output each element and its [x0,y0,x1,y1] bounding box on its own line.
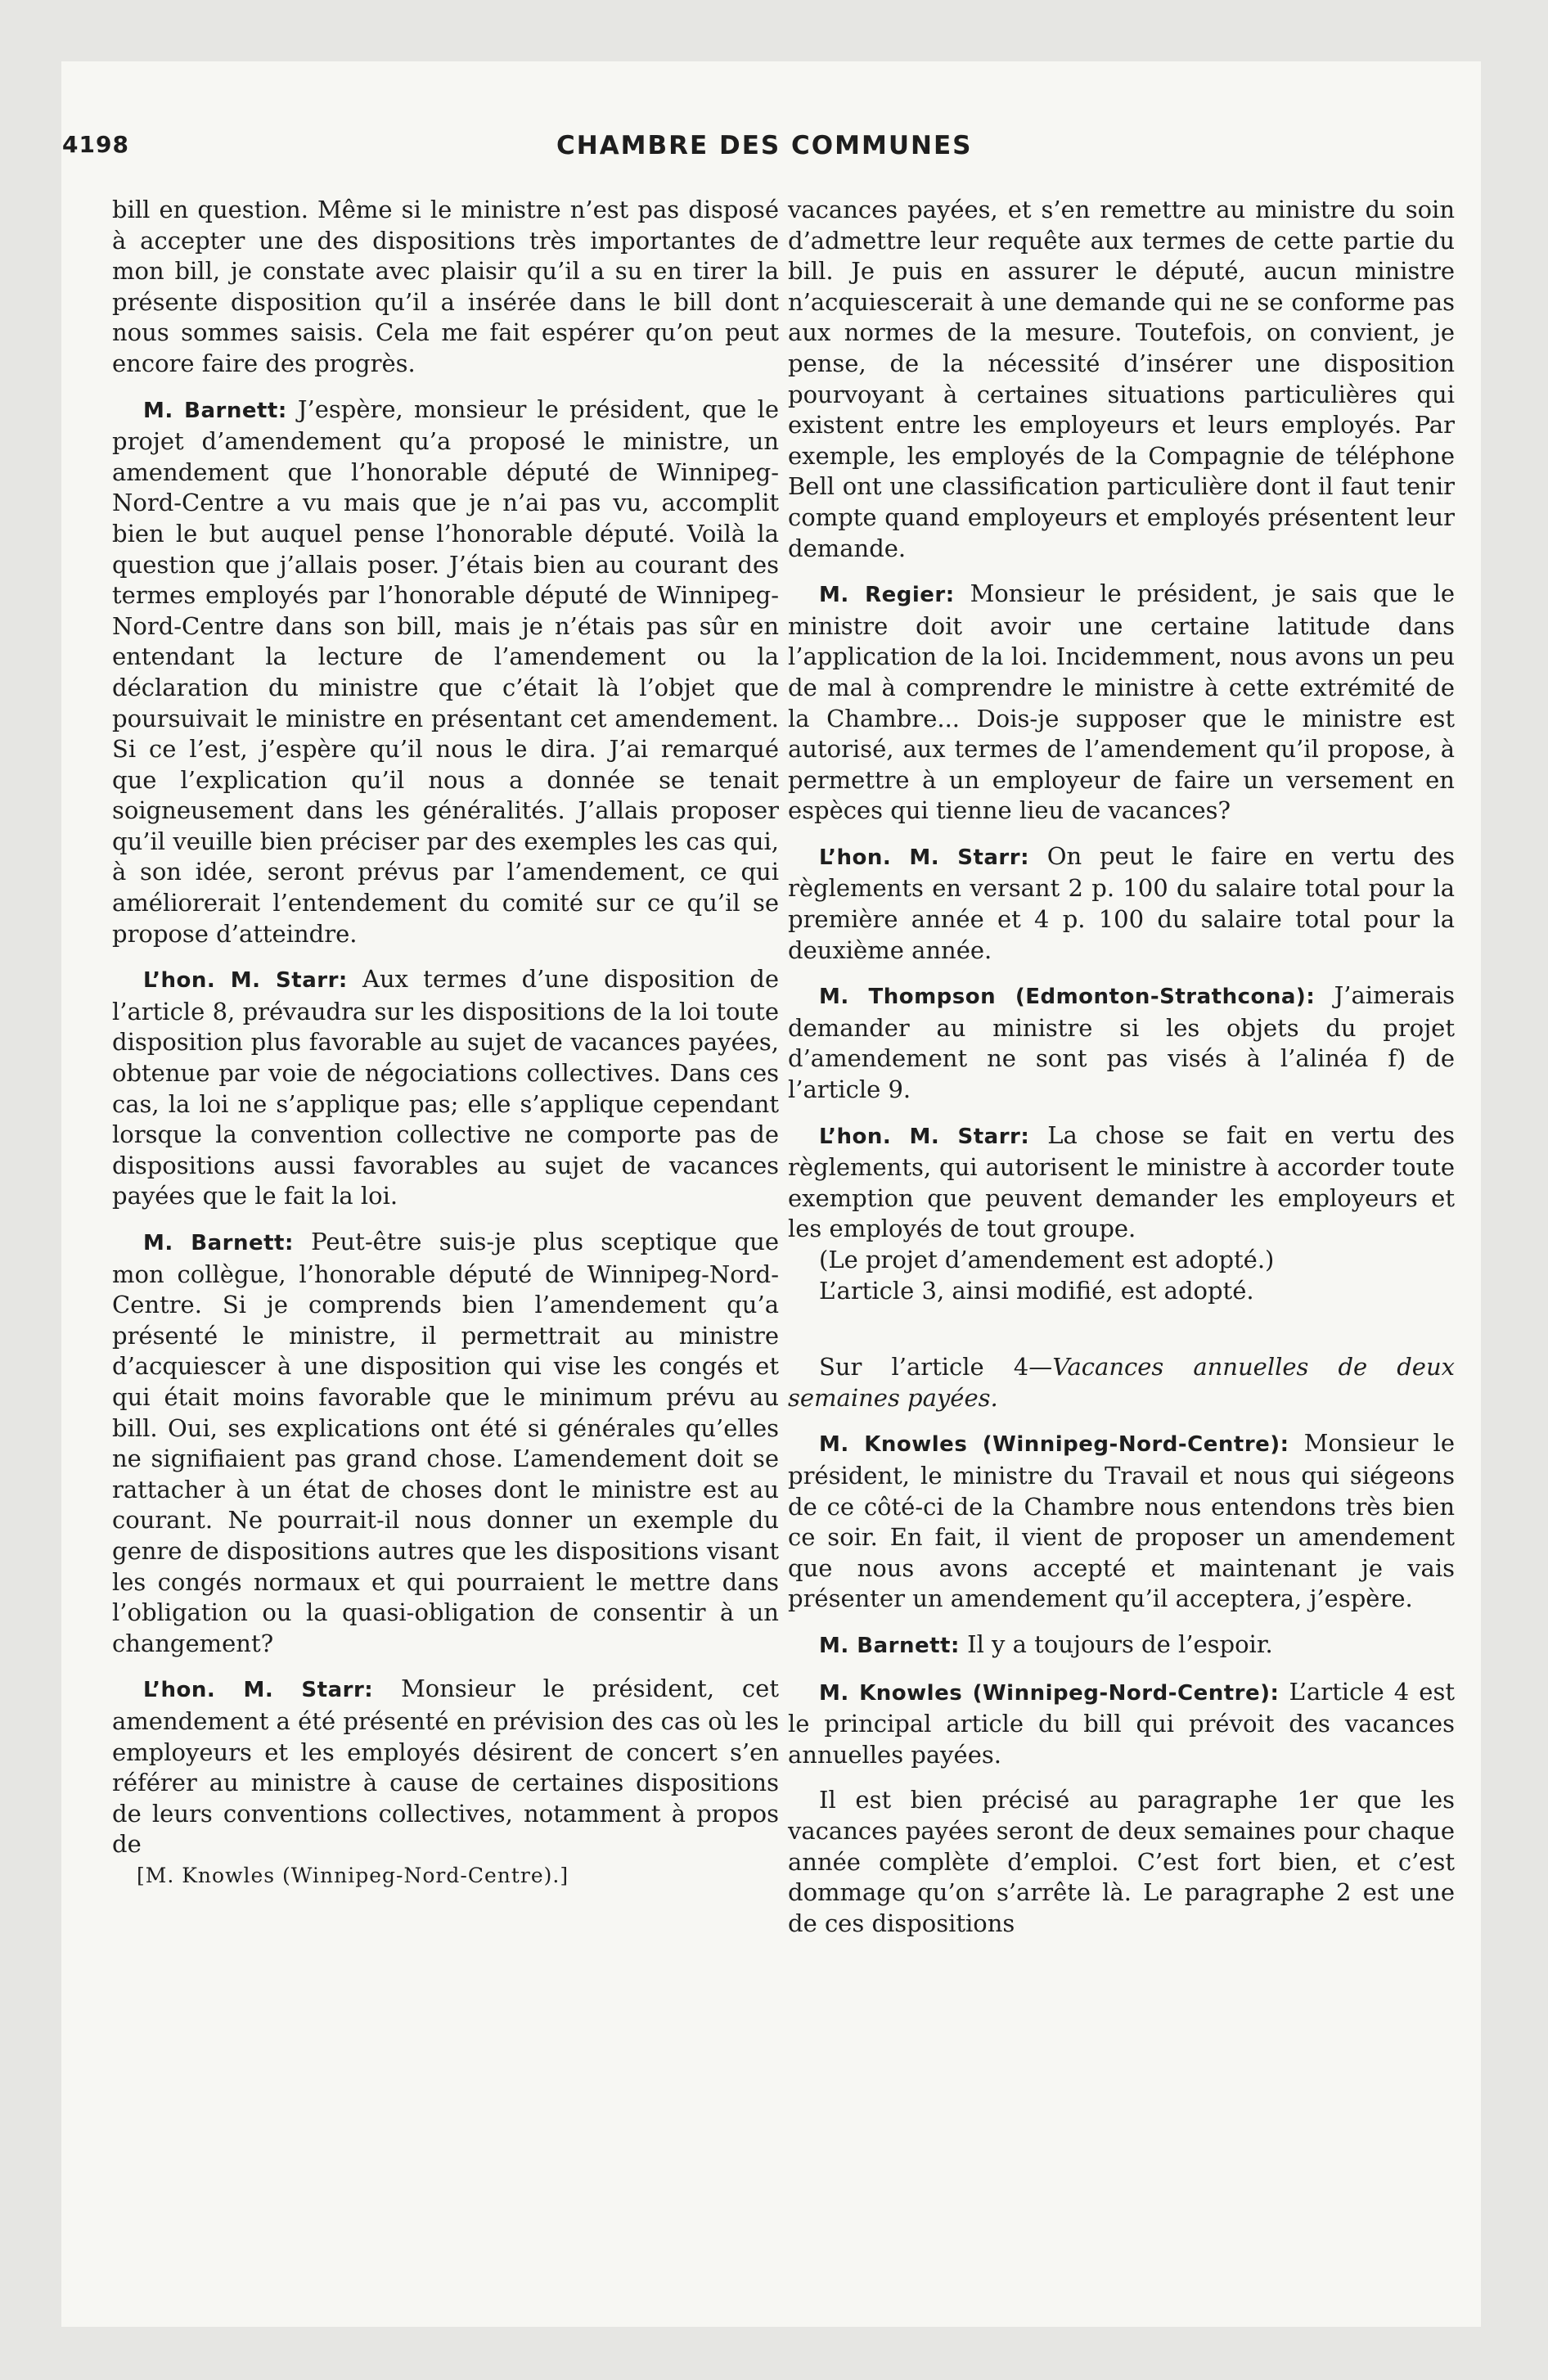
right-paragraph-5 [788,1120,1455,1245]
left-paragraph-4 [112,1227,779,1659]
speech-text: Aux termes d’une disposition de l’article 8, prévaudra sur les dispositions de la loi toute disposition plus favorable au sujet de vacances payées, obtenue par voie de négociations collectives. Dans ces cas, la loi ne s’applique pas; elle s’applique cependant lorsque la convention collective ne comporte pas de dispositions aussi favorables au sujet de vacances payées que le fait la loi. [112,965,779,1210]
speech-text: Peut-être suis-je plus sceptique que mon collègue, l’honorable député de Winnipeg-Nord-Centre. Si je comprends bien l’amendement qu’a présenté le ministre, il permettrait au ministre d’acquiescer à une disposition qui vise les congés et qui était moins favorable que le minimum prévu au bill. Oui, ses explications ont été si générales qu’elles ne signifiaient pas grand chose. L’amendement doit se rattacher à un état de choses dont le ministre est au courant. Ne pourrait-il nous donner un exemple du genre de dispositions autres que les dispositions visant les congés normaux et qui pourraient le mettre dans l’obligation ou la quasi-obligation de consentir à un changement? [112,1228,780,1657]
speaker-name: L’hon. M. Starr: [819,845,1029,870]
speaker-name: M. Thompson (Edmonton-Strathcona): [819,985,1316,1010]
speaker-name: M. Knowles (Winnipeg-Nord-Centre): [819,1680,1280,1706]
speaker-name: M. Barnett: [143,398,287,423]
article-adopted: L’article 3, ainsi modifié, est adopté. [819,1276,1254,1305]
right-paragraph-10 [788,1629,1455,1662]
right-paragraph-11 [788,1677,1455,1771]
page-header-title: CHAMBRE DES COMMUNES [556,131,973,160]
motion-adopted: (Le projet d’amendement est adopté.) [819,1246,1275,1273]
speaker-name: M. Regier: [819,583,955,608]
speech-text: Monsieur le président, je sais que le ministre doit avoir une certaine latitude dans l’application de la loi. Incidemment, nous avons un peu de mal à comprendre le ministre à cette extrémité de la Chambre... Dois-je supposer que le ministre est autorisé, aux termes de l’amendement qu’il propose, à permettre à un employeur de faire un versement en espèces qui tienne lieu de vacances? [788,579,1456,825]
left-paragraph-2 [112,394,779,950]
right-paragraph-2 [788,579,1455,827]
speaker-name: M. Barnett: [819,1633,960,1658]
left-paragraph-5 [112,1674,779,1860]
speech-text: La chose se fait en vertu des règlements, qui autorisent le ministre à accorder toute exemption que peuvent demander les employeurs et les employés de tout groupe. [788,1120,1456,1243]
speech-text: On peut le faire en vertu des règlements en versant 2 p. 100 du salaire total pour la première année et 4 p. 100 du salaire total pour la deuxième année. [788,841,1456,964]
speaker-name: M. Barnett: [143,1231,294,1255]
right-paragraph-3 [788,841,1455,966]
speech-text: J’aimerais demander au ministre si les objets du projet d’amendement ne sont pas visés à l’alinéa f) de l’article 9. [788,981,1455,1104]
article-heading [788,1352,1455,1413]
speaker-name: M. Knowles (Winnipeg-Nord-Centre): [819,1432,1289,1458]
right-paragraph-9 [788,1428,1455,1615]
article-heading-prefix: Sur l’article 4— [819,1353,1053,1382]
speech-text: Monsieur le président, le ministre du Travail et nous qui siégeons de ce côté-ci de la Chambre nous entendons très bien ce soir. En fait, il vient de proposer un amendement que nous avons accepté et maintenant je vais présenter un amendement qu’il acceptera, j’espère. [788,1429,1455,1613]
right-paragraph-1: vacances payées, et s’en remettre au ministre du soin d’admettre leur requête aux termes de cette partie du bill. Je puis en assurer le député, aucun ministre n’acquiescerait à une demande qui ne se conforme pas aux normes de la mesure. Toutefois, on convient, je pense, de la nécessité d’insérer une disposition pourvoyant à certaines situations particulières qui existent entre les employeurs et leurs employés. Par exemple, les employés de la Compagnie de téléphone Bell ont une classification particulière dont il faut tenir compte quand employeurs et employés présentent leur demande. [788,196,1455,562]
page-number: 4198 [62,131,129,158]
speech-text: J’espère, monsieur le président, que le projet d’amendement qu’a proposé le ministre, un amendement que l’honorable député de Winnipeg-Nord-Centre a vu mais que je n’ai pas vu, accomplit bien le but auquel pense l’honorable député. Voilà la question que j’allais poser. J’étais bien au courant des termes employés par l’honorable député de Winnipeg-Nord-Centre dans son bill, mais je n’étais pas sûr en entendant la lecture de l’amendement ou la déclaration du ministre que c’était là l’objet que poursuivait le ministre en présentant cet amendement. Si ce l’est, j’espère qu’il nous le dira. J’ai remarqué que l’explication qu’il nous a donnée se tenait soigneusement dans les généralités. J’allais proposer qu’il veuille bien préciser par des exemples les cas qui, à son idée, seront prévus par l’amendement, ce qui améliorerait l’entendement du comité sur ce qu’il se propose d’atteindre. [112,394,780,948]
footer-note: [M. Knowles (Winnipeg-Nord-Centre).] [137,1863,569,1887]
speaker-name: L’hon. M. Starr: [143,968,348,994]
speech-text: L’article 4 est le principal article du bill qui prévoit des vacances annuelles payées. [788,1677,1456,1769]
speech-text: Il y a toujours de l’espoir. [967,1629,1273,1658]
left-paragraph-3 [112,964,779,1212]
right-paragraph-4 [788,980,1455,1105]
speaker-name: L’hon. M. Starr: [819,1124,1030,1149]
speech-text: Monsieur le président, cet amendement a été présenté en prévision des cas où les employeurs et les employés désirent de concert s’en référer au ministre à cause de certaines dispositions de leurs conventions collectives, notamment à propos de [112,1675,779,1859]
left-column [112,195,779,1891]
speaker-name: L’hon. M. Starr: [143,1678,374,1703]
article-heading-title: Vacances annuelles de deux semaines payées. [788,1353,1455,1412]
right-column [788,195,1455,1939]
right-paragraph-12: Il est bien précisé au paragraphe 1er que les vacances payées seront de deux semaines pour chaque année complète d’emploi. C’est fort bien, et c’est dommage qu’on s’arrête là. Le paragraphe 2 est une de ces dispositions [788,1786,1455,1937]
left-paragraph-1: bill en question. Même si le ministre n’est pas disposé à accepter une des dispositions très importantes de mon bill, je constate avec plaisir qu’il a su en tirer la présente disposition qu’il a insérée dans le bill dont nous sommes saisis. Cela me fait espérer qu’on peut encore faire des progrès. [112,196,779,377]
